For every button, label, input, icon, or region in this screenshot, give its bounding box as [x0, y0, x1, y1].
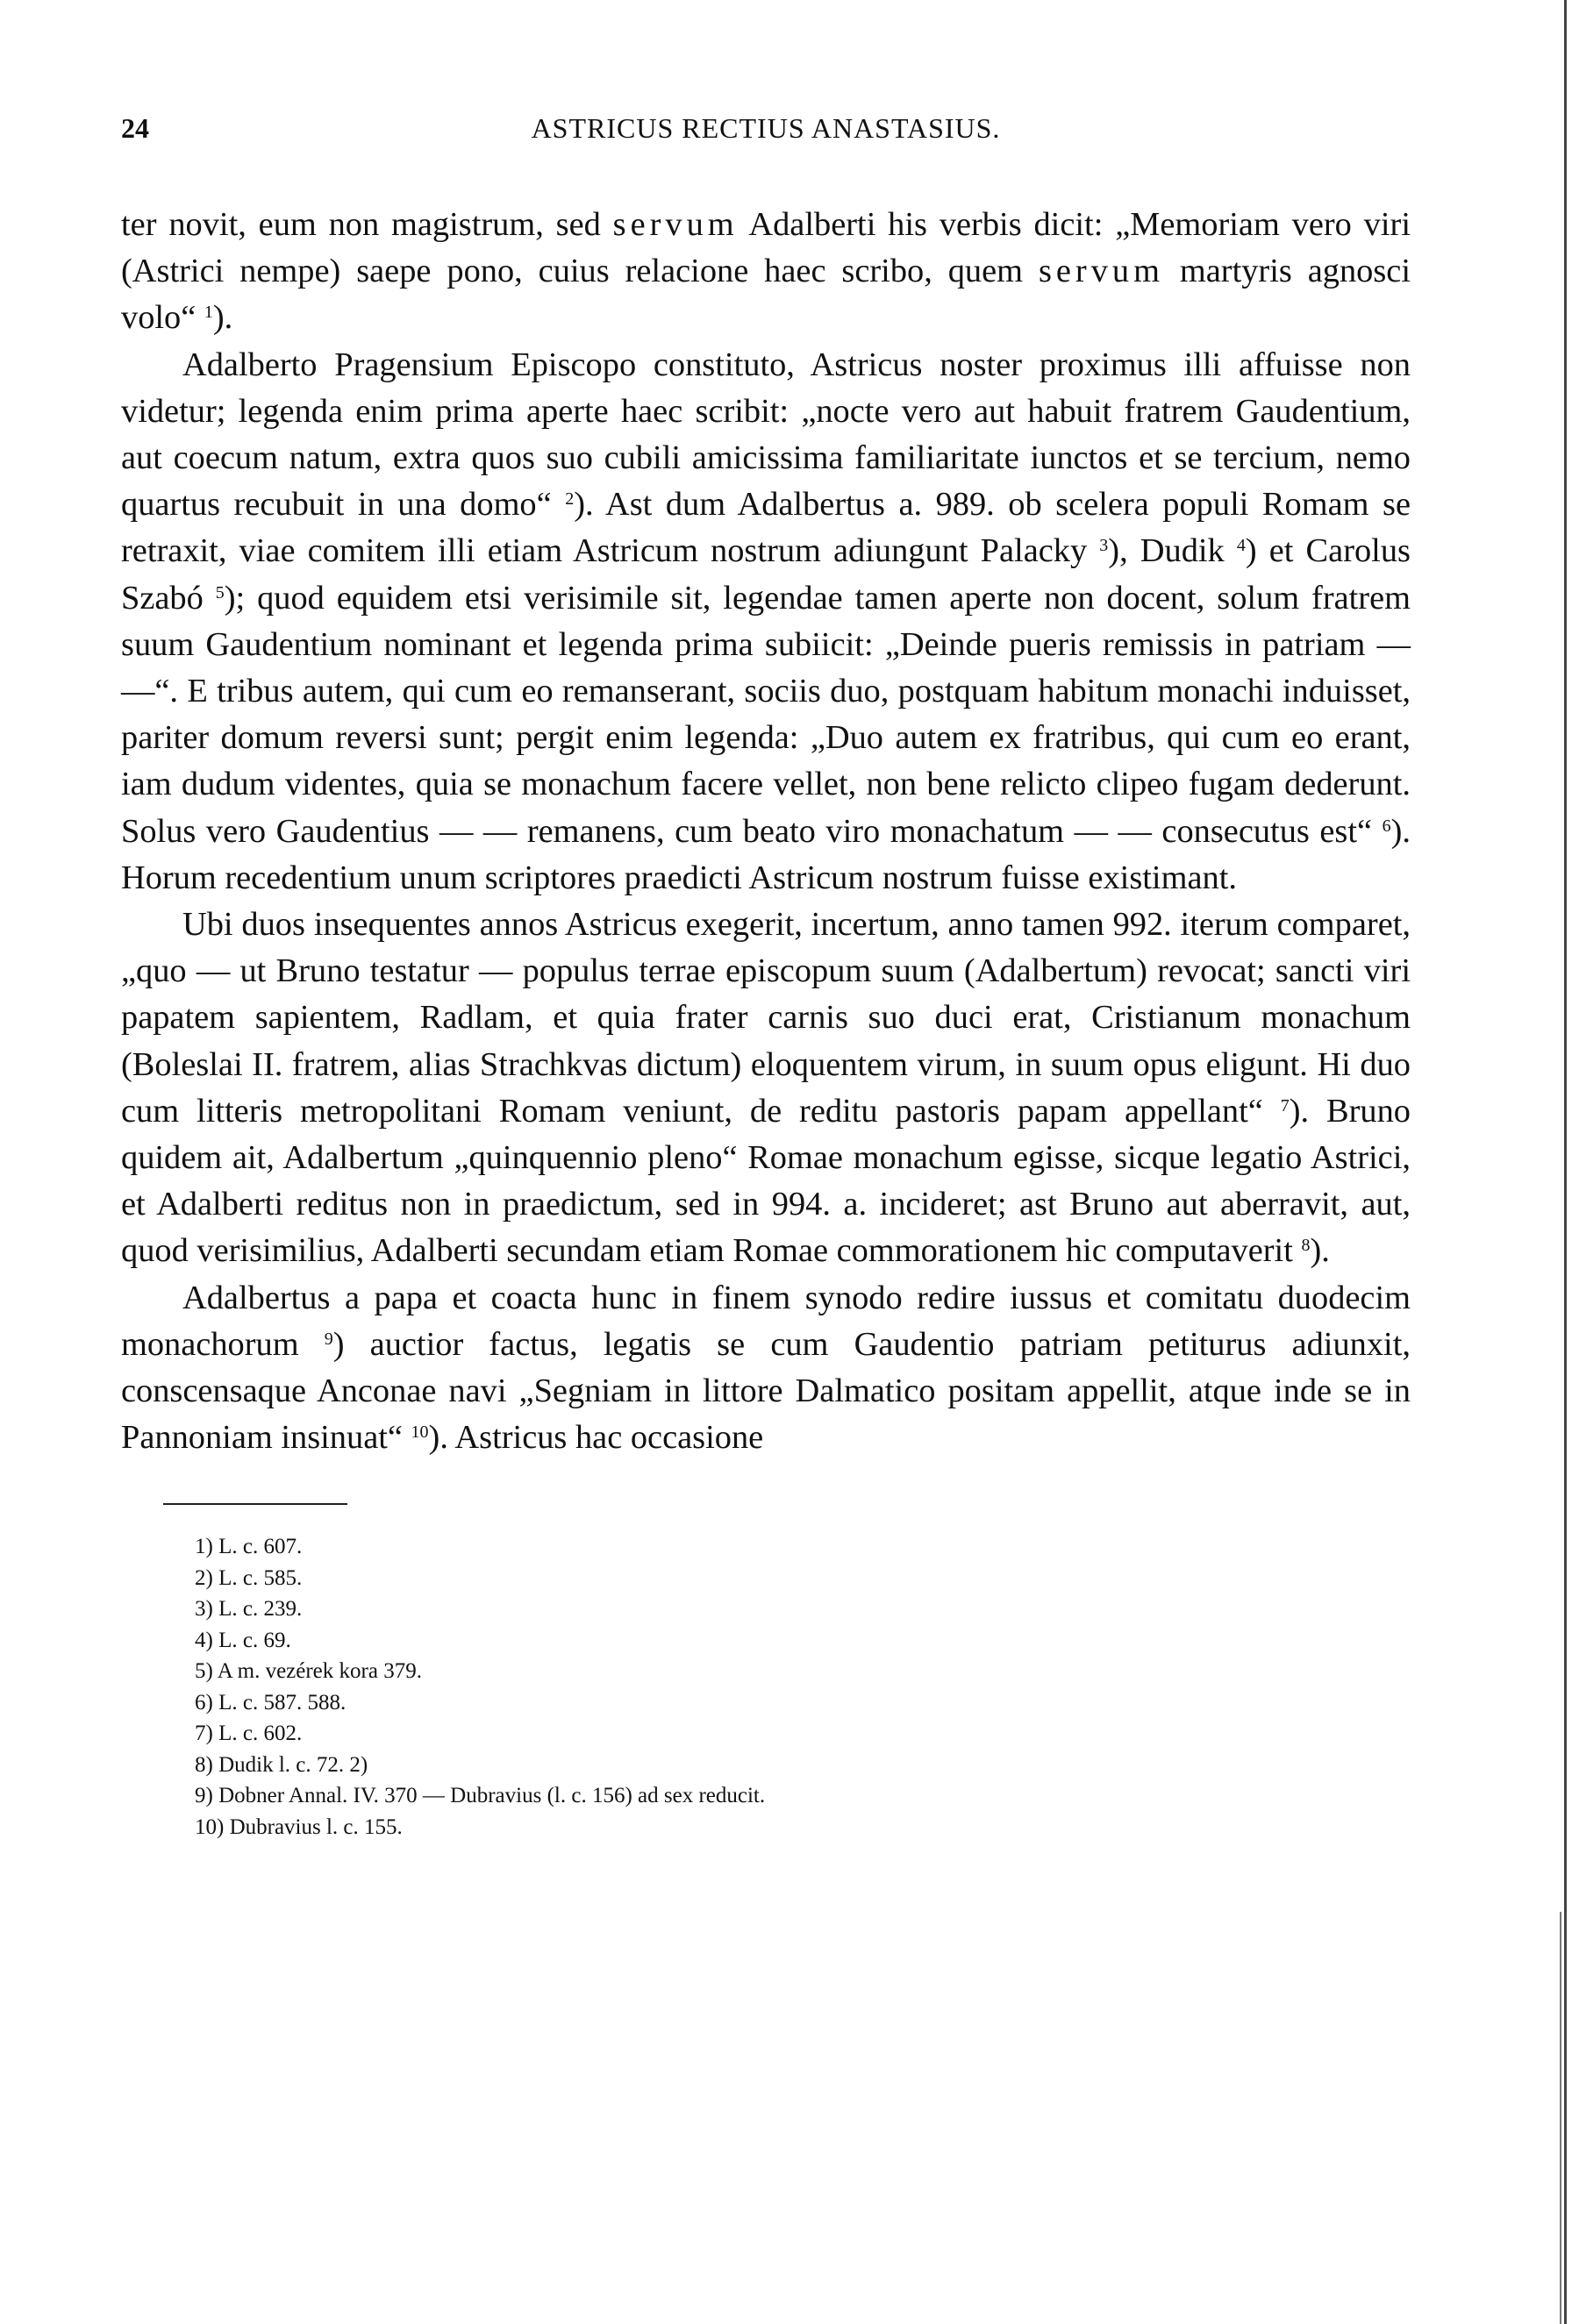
paragraph	[121, 342, 1411, 902]
text-run: ). Bruno quidem ait, Adalbertum „quinquennio pleno“ Romae monachum egisse, sicque legatio Astrici, et Adalberti reditus non in praedictum, sed in 994. a. incideret; ast Bruno aut aberravit, aut, quod verisimilius, Adalberti secundam etiam Romae commorationem hic computaverit	[121, 1092, 1411, 1270]
footnote: 10) Dubravius l. c. 155.	[195, 1814, 403, 1839]
paragraph	[121, 1275, 1411, 1462]
text-run: ) auctior factus, legatis se cum Gaudentio patriam petiturus adiunxit, conscensaque Anconae navi „Segniam in littore Dalmatico positam appellit, atque inde se in Pannoniam insinuat“	[121, 1325, 1411, 1457]
footnote-ref: 8	[1301, 1236, 1311, 1256]
footnote: 7) L. c. 602.	[195, 1722, 303, 1746]
paragraph	[121, 902, 1411, 1275]
text-run: Adalberto Pragensium Episcopo constituto, Astricus noster proximus illi affuisse non videtur; legenda enim prima aperte haec scribit: „nocte vero aut habuit fratrem Gaudentium, aut coecum natum, extra quos suo cubili amicissima familiaritate iunctos et se tercium, nemo quartus recubuit in una domo“	[121, 346, 1411, 524]
spaced-text: servum	[1038, 253, 1164, 290]
text-run: ).	[212, 299, 233, 337]
text-run: Adalbertus a papa et coacta hunc in finem synodo redire iussus et comitatu duodecim monachorum	[121, 1279, 1411, 1363]
footnote: 8) Dudik l. c. 72. 2)	[195, 1752, 368, 1777]
body-text	[121, 202, 1411, 1461]
spaced-text: servum	[612, 206, 739, 243]
footnote: 3) L. c. 239.	[195, 1597, 303, 1622]
paragraph	[121, 202, 1411, 342]
footnote-ref: 7	[1280, 1095, 1290, 1116]
text-run: Adalberti his verbis dicit: „Memoriam vero viri (Astrici nempe) saepe pono, cuius relacione haec scribo, quem	[121, 206, 1411, 290]
footnote-ref: 2	[565, 489, 575, 510]
footnote-ref: 4	[1236, 536, 1246, 556]
footnote: 6) L. c. 587. 588.	[195, 1690, 347, 1714]
text-run: ). Astricus hac occasione	[428, 1419, 764, 1457]
text-run: martyris agnosci volo“	[121, 253, 1411, 337]
footnote-ref: 6	[1382, 816, 1391, 836]
footnote-ref: 1	[204, 303, 213, 323]
text-run: Ubi duos insequentes annos Astricus exegerit, incertum, anno tamen 992. iterum comparet, „quo — ut Bruno testatur — populus terrae episcopum suum (Adalbertum) revocat; sancti viri papatem sapientem, Radlam, et quia frater carnis suo duci erat, Cristianum monachum (Boleslai II. fratrem, alias Strachkvas dictum) eloquentem virum, in suum opus eligunt. Hi duo cum litteris metropolitani Romam veniunt, de reditu pastoris papam appellant“	[121, 906, 1411, 1130]
document-page	[121, 105, 1411, 1843]
footnote: 4) L. c. 69.	[195, 1628, 291, 1652]
footnote-separator	[163, 1503, 347, 1505]
text-run: ), Dudik	[1108, 532, 1237, 570]
text-run: ) et Carolus Szabó	[121, 532, 1411, 617]
footnote: 1) L. c. 607.	[195, 1535, 303, 1559]
footnote: 5) A m. vezérek kora 379.	[195, 1659, 422, 1684]
text-run: ). Ast dum Adalbertus a. 989. ob scelera populi Romam se retraxit, viae comitem illi etiam Astricum nostrum adiungunt Palacky	[121, 486, 1411, 570]
footnote: 9) Dobner Annal. IV. 370 — Dubravius (l. c. 156) ad sex reducit.	[195, 1784, 766, 1808]
running-title: ASTRICUS RECTIUS ANASTASIUS.	[531, 112, 1001, 144]
page-header	[121, 105, 1411, 167]
footnotes	[195, 1531, 1411, 1843]
text-run: ter novit, eum non magistrum, sed	[121, 206, 613, 243]
footnote-ref: 3	[1099, 536, 1109, 556]
text-run: ).	[1310, 1232, 1330, 1270]
footnote: 2) L. c. 585.	[195, 1565, 303, 1590]
page-edge-line	[1564, 0, 1567, 2324]
text-run: ); quod equidem etsi verisimile sit, legendae tamen aperte non docent, solum fratrem suum Gaudentium nominant et legenda prima subiicit: „Deinde pueris remissis in patriam — —“. E tribus autem, qui cum eo remanserant, sociis duo, postquam habitum monachi induisset, pariter domum reversi sunt; pergit enim legenda: „Duo autem ex fratribus, qui cum eo erant, iam dudum videntes, quia se monachum facere vellet, non bene relicto clipeo fugam dederunt. Solus vero Gaudentius — — remanens, cum beato viro monachatum — — consecutus est“	[121, 579, 1411, 850]
page-number: 24	[121, 112, 149, 144]
footnote-ref: 5	[215, 582, 225, 602]
footnote-ref: 9	[324, 1329, 333, 1349]
text-run: ). Horum recedentium unum scriptores praedicti Astricum nostrum fuisse existimant.	[121, 812, 1411, 896]
footnote-ref: 10	[411, 1422, 429, 1443]
page-edge-line-lower	[1560, 1912, 1561, 2324]
